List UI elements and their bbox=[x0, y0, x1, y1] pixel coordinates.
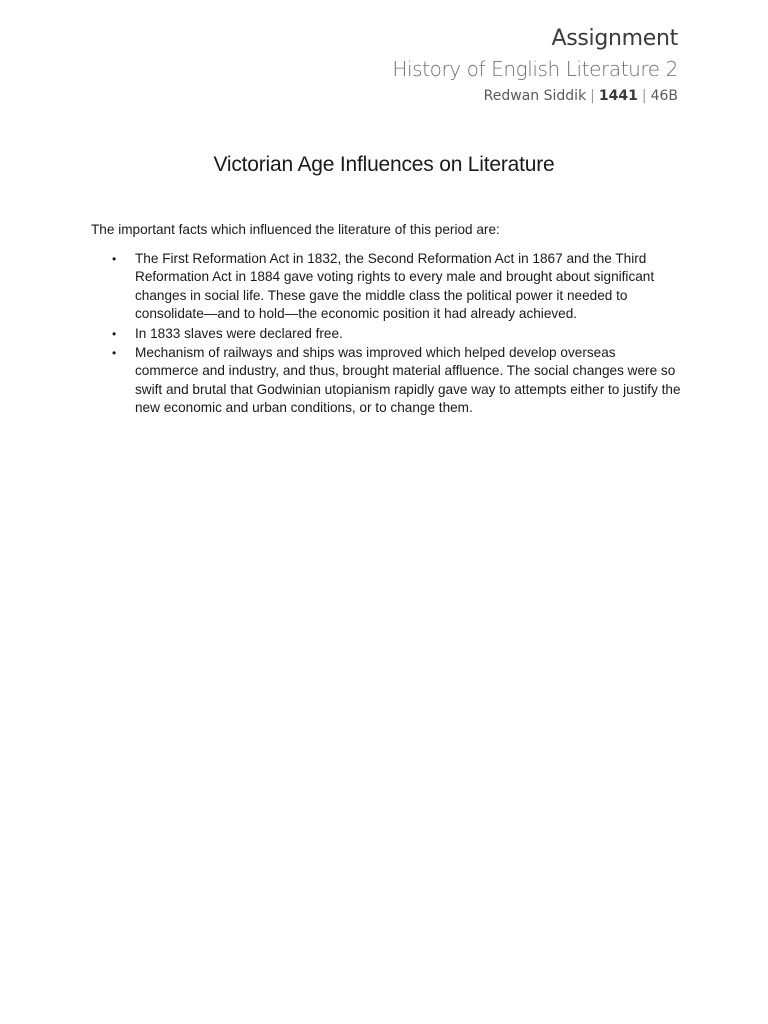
list-item-text: The First Reformation Act in 1832, the Second Reformation Act in 1867 and the Third Reformation Act in 1884 gave voting rights to every male and brought about significant changes in social life. These gave the middle class the political power it needed to consolidate—and to hold—the economic position it had already achieved. bbox=[135, 251, 655, 322]
list-item bbox=[91, 344, 681, 418]
header-title: Assignment bbox=[551, 26, 678, 51]
page-header bbox=[392, 24, 678, 107]
intro-paragraph: The important facts which influenced the literature of this period are: bbox=[91, 222, 500, 237]
list-item-text: Mechanism of railways and ships was improved which helped develop overseas commerce and industry, and thus, brought material affluence. The social changes were so swift and brutal that Godwinian utopianism rapidly gave way to attempts either to justify the new economic and urban conditions, or to change them. bbox=[135, 345, 681, 416]
bullet-icon: • bbox=[112, 346, 117, 361]
roll-number: 1441 bbox=[598, 88, 638, 104]
header-author-line bbox=[392, 85, 678, 107]
list-item bbox=[91, 250, 681, 324]
document-title: Victorian Age Influences on Literature bbox=[213, 153, 555, 176]
header-course: History of English Literature 2 bbox=[392, 57, 678, 81]
list-item bbox=[91, 325, 681, 343]
facts-list bbox=[91, 250, 681, 419]
author-name: Redwan Siddik bbox=[483, 88, 587, 104]
batch: 46B bbox=[650, 88, 678, 104]
bullet-icon: • bbox=[112, 252, 117, 266]
list-item-text: In 1833 slaves were declared free. bbox=[135, 325, 343, 341]
roll-separator: | bbox=[641, 88, 647, 104]
author-separator: | bbox=[590, 88, 595, 104]
bullet-icon: • bbox=[112, 326, 117, 341]
